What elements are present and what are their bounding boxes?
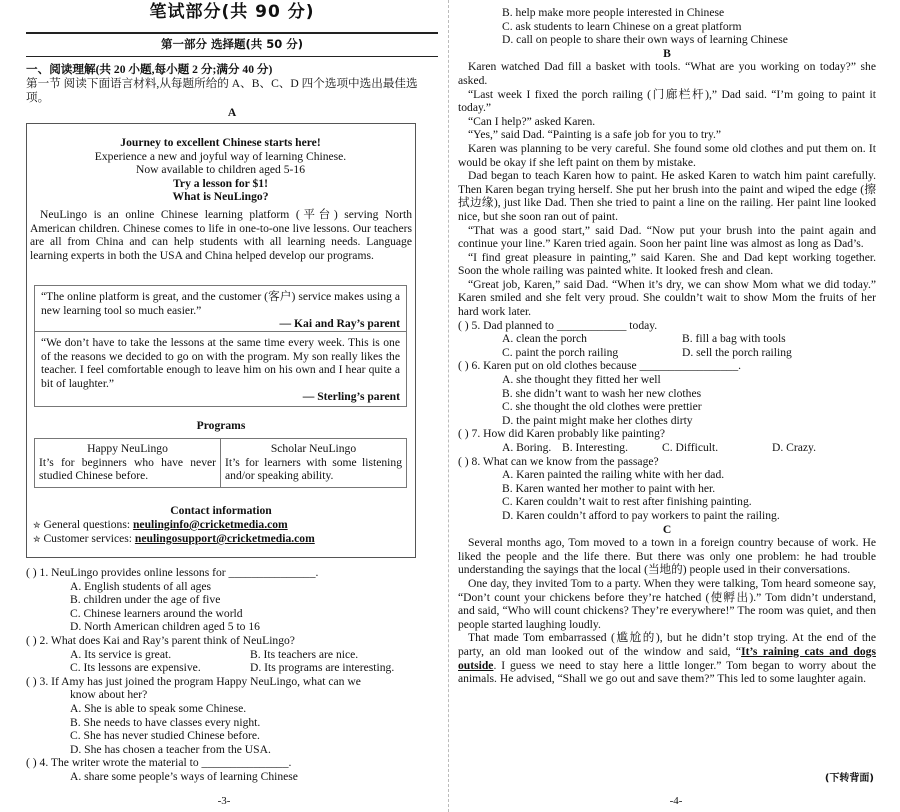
q1-option-d: D. North American children aged 5 to 16 (70, 620, 260, 634)
q7-options (458, 441, 876, 455)
ad-line1: Experience a new and joyful way of learning Chinese. (94, 149, 347, 163)
c-para-2: One day, they invited Tom to a party. When they were talking, Tom heard someone say, “Don’t count your chickens before they’re hatched (使孵出).” Tom didn’t understand, and said, “Who will count chickens? They’re everywhere!” The room was quiet, and then people started laughing loudly. (458, 576, 876, 631)
general-email-link[interactable]: neulinginfo@cricketmedia.com (132, 518, 288, 531)
q2-options (26, 648, 438, 675)
star-icon: ✮ (33, 520, 41, 530)
passage-c-label: C (662, 522, 672, 536)
ad-frame (26, 123, 416, 558)
b-para-5: Karen was planning to be very careful. She found some old clothes and put them on. It would be okay if she left paint on them by mistake. (458, 141, 876, 169)
q6-option-b: B. she didn’t want to wash her new clothes (502, 386, 702, 400)
q3-option-c: C. She has never studied Chinese before. (70, 729, 260, 743)
program-happy (35, 439, 220, 487)
c-para-3-end: . I guess we need to stay here a little longer.” Tom began to worry about the animals. He advised, “Shall we go out and save them?” This led to some laughter again. (458, 658, 876, 686)
b-para-3: “Can I help?” asked Karen. (468, 114, 596, 128)
ad-question: What is NeuLingo? (172, 190, 269, 204)
instructions: 第一节 阅读下面语言材料,从每题所给的 A、B、C、D 四个选项中选出最佳选项。 (26, 77, 418, 104)
title-rule (26, 32, 438, 34)
contact-customer-label: Customer services: (43, 532, 135, 545)
page-divider (448, 0, 449, 812)
c-para-1: Several months ago, Tom moved to a town in a foreign country because of work. He liked the people and the life there. But there was only one problem: he had trouble understanding the sayings that the local (当地的) people used in their conversations. (458, 536, 876, 577)
section-heading: 一、阅读理解(共 20 小题,每小题 2 分;满分 40 分) (26, 63, 273, 76)
b-para-8: “I find great pleasure in painting,” said Karen. She and Dad kept working together. Soon the whole railing was painted white. It looked fresh and clean. (458, 250, 876, 278)
q6-option-a: A. she thought they fitted her well (502, 373, 661, 387)
q4-option-b: B. help make more people interested in Chinese (502, 6, 725, 19)
program-scholar-desc: It’s for learners with some listening and/or speaking ability. (225, 455, 402, 483)
passage-b-label: B (663, 46, 671, 60)
q7-option-b: B. Interesting. (562, 441, 629, 454)
q2-option-c: C. Its lessons are expensive. (70, 661, 201, 675)
q5-option-d: D. sell the porch railing (682, 345, 792, 359)
contact-general-label: General questions: (43, 518, 133, 531)
testimonial-2-author: — Sterling’s parent (302, 390, 400, 404)
b-para-1: Karen watched Dad fill a basket with tools. “What are you working on today?” she asked. (458, 60, 876, 87)
ad-line2: Now available to children aged 5-16 (135, 163, 305, 177)
program-scholar-name: Scholar NeuLingo (270, 442, 357, 455)
exam-title: 笔试部分(共 90 分) (149, 2, 315, 22)
q4-option-a: A. share some people’s ways of learning Chinese (70, 769, 298, 783)
passage-a-label: A (227, 106, 237, 119)
q3-option-d: D. She has chosen a teacher from the USA. (70, 742, 271, 756)
program-happy-desc: It’s for beginners who have never studied Chinese before. (39, 455, 216, 483)
q3-stem: ( ) 3. If Amy has just joined the program Happy NeuLingo, what can we (26, 674, 361, 688)
q1-option-b: B. children under the age of five (70, 593, 221, 607)
q7-option-d: D. Crazy. (772, 441, 816, 454)
q5-option-b: B. fill a bag with tools (682, 332, 786, 346)
q3-option-a: A. She is able to speak some Chinese. (70, 701, 247, 715)
program-scholar (220, 439, 406, 487)
b-para-4: “Yes,” said Dad. “Painting is a safe job for you to try.” (468, 128, 722, 142)
q6-option-c: C. she thought the old clothes were prettier (502, 400, 702, 414)
c-idiom-underlined: It’s raining cats and dogs outside (458, 644, 876, 672)
q8-option-b: B. Karen wanted her mother to paint with her. (502, 481, 716, 495)
page-number-4: -4- (669, 795, 683, 808)
q8-option-d: D. Karen couldn’t afford to pay workers to paint the railing. (502, 508, 780, 522)
testimonial-2-text: “We don’t have to take the lessons at the same time every week. This is one of the reasons we decided to go on with the program. My son really likes the teacher. I feel comfortable enough to leave him on his own and I hear quite a bit of laughter.” (41, 336, 400, 390)
b-para-6: Dad began to teach Karen how to paint. He asked Karen to watch him paint carefully. Then Karen began trying herself. She put her brush into the paint and wiped the edge (擦拭边缘), just like Dad. Then she tried to paint a line on the railing. Her paint line looked nice, but she soon ran out of paint. (458, 169, 876, 223)
q4-option-d: D. call on people to share their own ways of learning Chinese (502, 33, 788, 47)
q1-stem: ( ) 1. NeuLingo provides online lessons for _______________. (26, 566, 319, 579)
ad-offer: Try a lesson for $1! (173, 176, 268, 190)
q2-option-d: D. Its programs are interesting. (250, 661, 395, 675)
q2-option-a: A. Its service is great. (70, 647, 172, 661)
contact-general (33, 518, 288, 533)
b-para-2: “Last week I fixed the porch railing (门廊栏杆),” Dad said. “I’m going to paint it today.” (458, 87, 876, 115)
q8-option-a: A. Karen painted the railing white with her dad. (502, 468, 725, 482)
q4-stem: ( ) 4. The writer wrote the material to _______________. (26, 756, 292, 770)
q2-option-b: B. Its teachers are nice. (250, 647, 359, 661)
q6-option-d: D. the paint might make her clothes dirty (502, 413, 693, 427)
c-para-3-start: That made Tom embarrassed (尴尬的), but he didn’t stop trying. At the end of the party, an old man looked out of the window and said, “ (458, 631, 876, 658)
contact-customer (33, 532, 315, 547)
page-number-3: -3- (217, 795, 231, 808)
ad-body: NeuLingo is an online Chinese learning platform (平台) serving North American children. Chinese comes to life in one-to-one live lessons. Our teachers are all from China and can help students with all learning needs. Language learning experts in both the USA and China helped develop our programs. (30, 208, 412, 262)
q8-option-c: C. Karen couldn’t wait to rest after finishing painting. (502, 495, 752, 509)
q7-option-a: A. Boring. (502, 441, 552, 454)
c-para-3 (458, 631, 876, 685)
q5-option-c: C. paint the porch railing (502, 345, 619, 359)
q5-stem: ( ) 5. Dad planned to ____________ today. (458, 318, 658, 332)
programs-table (34, 438, 407, 488)
testimonial-1-text: “The online platform is great, and the customer (客户) service makes using a new learning tool so much easier.” (41, 290, 400, 317)
b-para-7: “That was a good start,” said Dad. “Now put your brush into the paint again and continue your line.” Karen tried again. Soon her paint line was almost as long as Dad’s. (458, 223, 876, 251)
part-rule (26, 56, 438, 57)
part-heading: 第一部分 选择题(共 50 分) (160, 37, 304, 51)
q7-option-c: C. Difficult. (662, 441, 719, 454)
q3-option-b: B. She needs to have classes every night. (70, 715, 261, 729)
q3-stem-cont: know about her? (70, 688, 148, 702)
ad-title: Journey to excellent Chinese starts here! (120, 136, 321, 149)
testimonial-2 (34, 331, 407, 407)
testimonial-1-author: — Kai and Ray’s parent (279, 317, 400, 331)
q4-option-c: C. ask students to learn Chinese on a great platform (502, 19, 742, 33)
questions-1-4 (26, 566, 438, 784)
q5-option-a: A. clean the porch (502, 332, 587, 346)
continue-on-back: (下转背面) (824, 773, 874, 784)
q4-continued (458, 6, 876, 686)
q7-stem: ( ) 7. How did Karen probably like painting? (458, 427, 666, 441)
page-4 (452, 0, 900, 812)
q8-stem: ( ) 8. What can we know from the passage? (458, 454, 659, 468)
b-para-9: “Great job, Karen,” said Dad. “When it’s dry, we can show Mom what we did today.” Karen smiled and she felt very proud. She couldn’t wait to show Mom the fruits of her hard work later. (458, 277, 876, 319)
testimonial-1 (34, 285, 407, 332)
page-3 (0, 0, 448, 812)
program-happy-name: Happy NeuLingo (87, 442, 168, 455)
programs-title: Programs (196, 419, 246, 432)
q6-stem: ( ) 6. Karen put on old clothes because _________________. (458, 359, 742, 373)
q2-stem: ( ) 2. What does Kai and Ray’s parent think of NeuLingo? (26, 633, 295, 647)
support-email-link[interactable]: neulingosupport@cricketmedia.com (134, 532, 315, 545)
contact-title: Contact information (170, 504, 272, 517)
q5-options (458, 332, 876, 359)
star-icon: ✮ (33, 534, 41, 544)
q1-option-c: C. Chinese learners around the world (70, 606, 243, 620)
q1-option-a: A. English students of all ages (70, 579, 212, 593)
